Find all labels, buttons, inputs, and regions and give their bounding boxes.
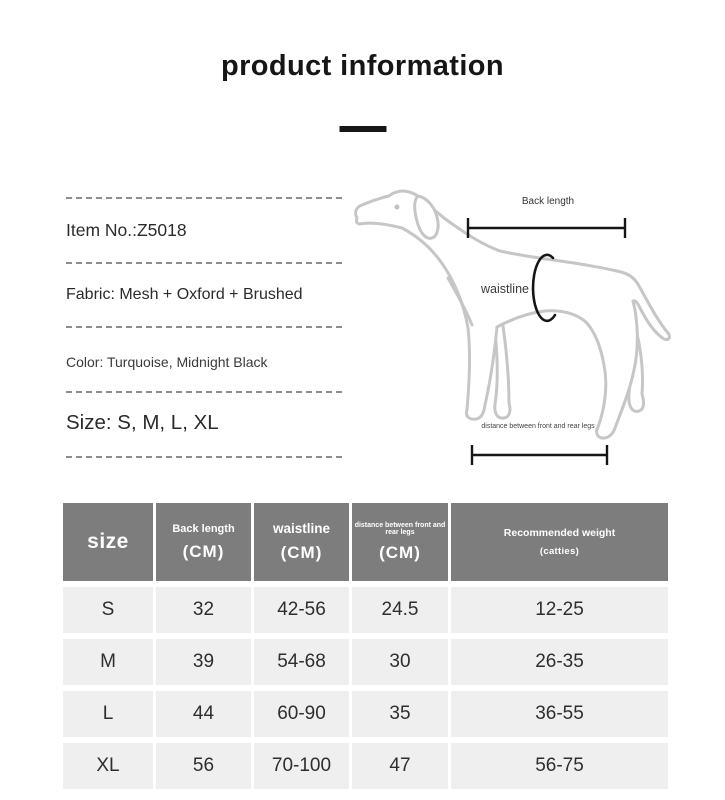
- cell-back-length: 56: [156, 743, 251, 789]
- header-cell-size: [63, 503, 153, 581]
- table-row: [63, 587, 668, 633]
- cell-size: M: [63, 639, 153, 685]
- header-cell-waistline: [254, 503, 349, 581]
- header-weight-unit: (catties): [539, 546, 580, 557]
- table-row: [63, 691, 668, 737]
- header-waistline-label: waistline: [272, 521, 331, 536]
- fabric-text: Fabric: Mesh + Oxford + Brushed: [66, 286, 303, 303]
- cell-size: S: [63, 587, 153, 633]
- divider: [66, 456, 342, 458]
- header-cell-weight: [451, 503, 668, 581]
- header-cell-distance: [352, 503, 448, 581]
- divider: [66, 326, 342, 328]
- dog-measurement-diagram: [345, 180, 715, 490]
- cell-back-length: 32: [156, 587, 251, 633]
- cell-waistline: 60-90: [254, 691, 349, 737]
- title-underline: [339, 126, 386, 132]
- header-back-length-label: Back length: [172, 522, 235, 535]
- cell-size: L: [63, 691, 153, 737]
- cell-distance: 47: [352, 743, 448, 789]
- header-distance-unit: (CM): [379, 542, 421, 562]
- table-row: [63, 639, 668, 685]
- page-title: product information: [220, 50, 505, 82]
- cell-distance: 24.5: [352, 587, 448, 633]
- cell-waistline: 54-68: [254, 639, 349, 685]
- size-table-body: [63, 587, 668, 789]
- divider: [66, 197, 342, 199]
- cell-weight: 56-75: [451, 743, 668, 789]
- cell-distance: 30: [352, 639, 448, 685]
- size-text: Size: S, M, L, XL: [66, 411, 219, 434]
- back-length-label: Back length: [521, 196, 575, 207]
- leg-distance-measure-line: [472, 445, 607, 465]
- header-waistline-unit: (CM): [280, 543, 323, 562]
- header-distance-label: distance between front and rear legs: [354, 521, 446, 536]
- cell-weight: 26-35: [451, 639, 668, 685]
- cell-back-length: 44: [156, 691, 251, 737]
- divider: [66, 262, 342, 264]
- header-back-length-unit: (CM): [182, 541, 225, 561]
- header-cell-back-length: [156, 503, 251, 581]
- cell-weight: 12-25: [451, 587, 668, 633]
- header-weight-label: Recommended weight: [503, 527, 616, 539]
- color-text: Color: Turquoise, Midnight Black: [66, 354, 268, 370]
- waistline-label: waistline: [481, 282, 529, 296]
- back-length-measure-line: [468, 218, 625, 238]
- size-table-header: [63, 503, 668, 581]
- cell-distance: 35: [352, 691, 448, 737]
- dog-outline-drawing: [345, 180, 715, 490]
- divider: [66, 391, 342, 393]
- item-number-text: Item No.:Z5018: [66, 220, 187, 240]
- cell-waistline: 70-100: [254, 743, 349, 789]
- size-table: [63, 503, 668, 789]
- cell-weight: 36-55: [451, 691, 668, 737]
- dog-eye: [395, 205, 400, 210]
- cell-waistline: 42-56: [254, 587, 349, 633]
- distance-label: distance between front and rear legs: [481, 423, 595, 430]
- cell-back-length: 39: [156, 639, 251, 685]
- header-size-label: size: [87, 530, 129, 553]
- table-row: [63, 743, 668, 789]
- cell-size: XL: [63, 743, 153, 789]
